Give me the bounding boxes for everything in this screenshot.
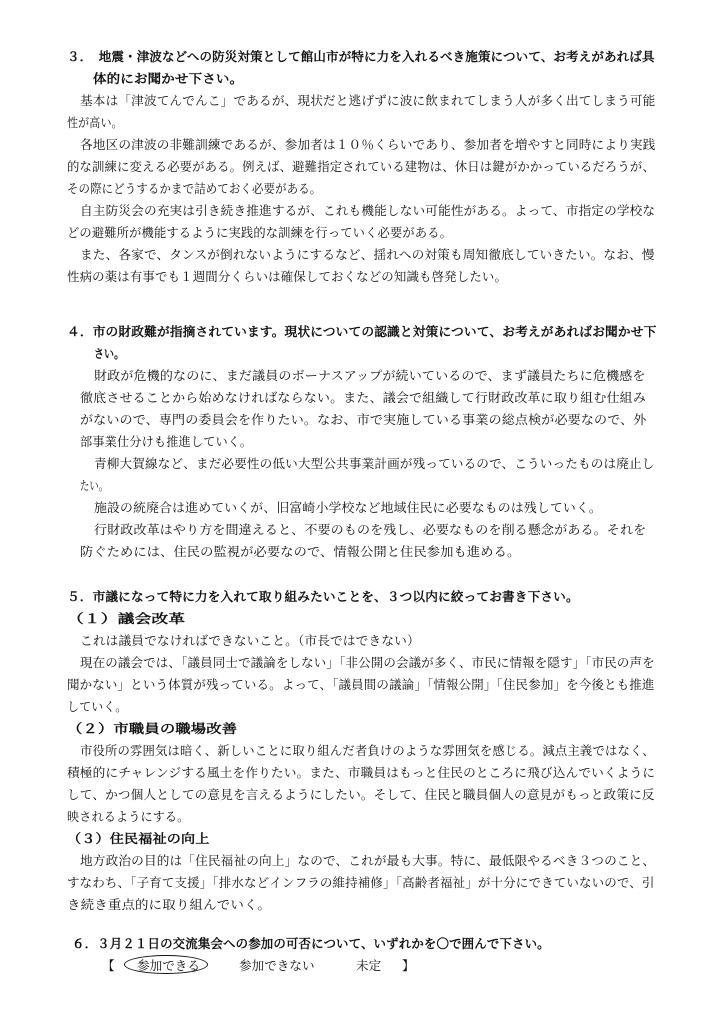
answer-q3-line-9: 性病の薬は有事でも１週間分くらいは確保しておくなどの知識も啓発したい。 [67,269,508,284]
question-q6: ６．３月２１日の交流集会への参加の可否について、いずれかを〇で囲んで下さい。 [72,936,550,951]
answer-q4-line-2: 徹底させることから始めなければならない。また、議会で組織して行財政改革に取り組む仕組み [80,390,646,405]
question-q5: ５．市議になって特に力を入れて取り組みたいことを、３つ以内に絞ってお書き下さい。 [67,589,579,604]
answer-q5-line-10: すなわち、「子育て支援」「排水などインフラの維持補修」「高齢者福祉」が十分にできていないので、引 [67,875,655,890]
answer-q5-line-9: 地方政治の目的は「住民福祉の向上」なので、これが最も大事。特に、最低限やるべき３つのこと、 [80,853,656,868]
answer-q3-line-2: 性が高い。 [67,115,123,130]
subheading-1: （１）議会改革 [67,611,186,626]
option-cannot-attend[interactable]: 参加できない [239,958,315,973]
answer-q4-line-4: 部事業仕分けも推進していく。 [80,434,253,449]
open-bracket: 【 [102,958,115,973]
attendance-choices [0,957,724,977]
question-q4-line-2: さい。 [94,346,125,361]
answer-q4-line-8: 行財政改革はやり方を間違えると、不要のものを残し、必要なものを削る懸念がある。それを [94,522,647,537]
question-q3-line-2: 体的にお聞かせ下さい。 [93,71,244,86]
answer-q4-line-7: 施設の統廃合は進めていくが、旧富崎小学校など地域住民に必要なものは残していく。 [94,500,602,515]
close-bracket: 】 [402,958,415,973]
answer-q5-line-3: 聞かない」という体質が残っている。よって、「議員間の議論」「情報公開」「住民参加」を今後とも推進 [67,677,655,692]
answer-q5-line-4: していく。 [67,699,128,714]
question-q3-line-1: ３． 地震・津波などへの防災対策として館山市が特に力を入れるべき施策について、お考えがあれば具 [67,49,655,64]
answer-q5-line-11: き続き重点的に取り組んでいく。 [67,897,271,912]
answer-q3-line-5: その際にどうするかまで詰めておく必要がある。 [67,181,322,196]
answer-q4-line-1: 財政が危機的なのに、まだ議員のボーナスアップが続いているので、まず議員たちに危機感を [94,368,646,383]
answer-q3-line-8: また、各家で、タンスが倒れないようにするなど、揺れへの対策も周知徹底していきたい。なお、慢 [80,247,655,262]
answer-q4-line-3: がないので、専門の委員会を作りたい。なお、市で実施している事業の総点検が必要なので、外 [80,412,647,427]
option-undecided[interactable]: 未定 [356,958,382,973]
answer-q3-line-4: 的な訓練に変える必要がある。例えば、避難指定されている建物は、休日は鍵がかかっているだろうが、 [67,159,655,174]
answer-q3-line-3: 各地区の津波の非難訓練であるが、参加者は１０％くらいであり、参加者を増やすと同時により実践 [80,137,656,152]
answer-q4-line-9: 防ぐためには、住民の監視が必要なので、情報公開と住民参加も進める。 [80,544,521,559]
answer-q5-line-1: これは議員でなければできないこと。（市長ではできない） [80,633,420,648]
answer-q5-line-6: 積極的にチャレンジする風土を作りたい。また、市職員はもっと住民のところに飛び込んでいくように [67,765,656,780]
subheading-2: （２）市職員の職場改善 [67,721,238,736]
question-q4-line-1: ４．市の財政難が指摘されています。現状についての認識と対策について、お考えがあればお聞かせ下 [67,324,657,339]
answer-q5-line-7: して、かつ個人としての意見を言えるようにしたい。そして、住民と職員個人の意見がもっと政策に反 [67,787,655,802]
option-can-attend[interactable]: 参加できる [137,958,200,973]
answer-q5-line-5: 市役所の雰囲気は暗く、新しいことに取り組んだ者負けのような雰囲気を感じる。減点主義ではなく、 [80,743,655,758]
answer-q4-line-6: たい。 [80,478,109,493]
subheading-3: （３）住民福祉の向上 [67,831,210,846]
answer-q5-line-2: 現在の議会では、「議員同士で議論をしない」「非公開の会議が多く、市民に情報を隠す」「市民の声を [80,655,655,670]
answer-q5-line-8: 映されるようにする。 [67,809,190,824]
answer-q4-line-5: 青柳大賀線など、まだ必要性の低い大型公共事業計画が残っているので、こういったものは廃止し [94,456,655,471]
answer-q3-line-1: 基本は「津波てんでんこ」であるが、現状だと逃げずに波に飲まれてしまう人が多く出てしまう可能 [80,93,656,108]
answer-q3-line-6: 自主防災会の充実は引き続き推進するが、これも機能しない可能性がある。よって、市指定の学校な [80,203,656,218]
answer-q3-line-7: どの避難所が機能するように実践的な訓練を行っていく必要がある。 [67,225,453,240]
